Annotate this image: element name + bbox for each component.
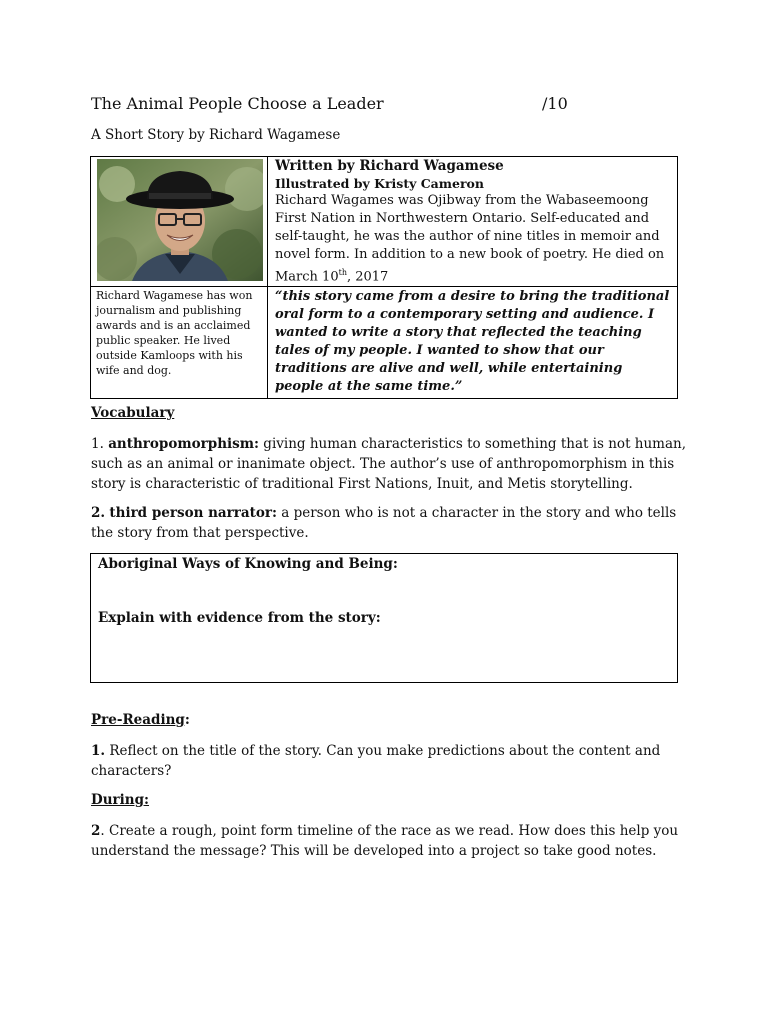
- author-bio: [275, 192, 670, 286]
- author-photo: [97, 159, 263, 281]
- vocab-term: anthropomorphism:: [108, 436, 260, 452]
- author-bio-year: , 2017: [346, 269, 389, 285]
- vocab-item: [91, 434, 691, 494]
- during-question: [91, 821, 691, 861]
- vocabulary-heading: Vocabulary: [91, 405, 175, 421]
- during-heading-row: [91, 792, 149, 808]
- author-photo-cell: [91, 157, 268, 287]
- question-text: . Create a rough, point form timeline of the race as we read. How does this help you understand the message? This will be developed into a project so take good notes.: [91, 823, 679, 859]
- author-bio-cell: [268, 157, 678, 287]
- pre-reading-heading-row: [91, 712, 190, 728]
- worksheet-title: The Animal People Choose a Leader: [91, 94, 384, 113]
- pre-reading-question: [91, 741, 691, 781]
- vocab-number: 2.: [91, 505, 106, 521]
- ways-of-knowing-box: [90, 553, 678, 683]
- question-number: 1.: [91, 743, 106, 759]
- author-quote: “this story came from a desire to bring the traditional oral form to a contemporary setting and audience. I wanted to write a story that reflected the teaching tales of my people. I wanted to show that our traditions are alive and well, while entertaining people at the same time.”: [268, 287, 678, 399]
- explain-evidence-label: Explain with evidence from the story:: [98, 610, 381, 626]
- author-photo-caption: Richard Wagamese has won journalism and publishing awards and is an acclaimed public speaker. He lived outside Kamloops with his wife and dog.: [91, 287, 268, 399]
- question-text: Reflect on the title of the story. Can you make predictions about the content and characters?: [91, 743, 661, 779]
- ways-of-knowing-label: Aboriginal Ways of Knowing and Being:: [98, 556, 398, 572]
- author-bio-text: Richard Wagames was Ojibway from the Wabaseemoong First Nation in Northwestern Ontario. Self-educated and self-taught, he was the author of nine titles in memoir and novel form. In addition to a new book of poetry. He died on March 10: [275, 193, 665, 285]
- worksheet-subtitle: A Short Story by Richard Wagamese: [91, 127, 341, 143]
- pre-reading-colon: :: [184, 712, 190, 728]
- pre-reading-heading: Pre-Reading: [91, 712, 185, 728]
- vocab-term: third person narrator:: [109, 505, 277, 521]
- during-heading: During: [91, 792, 145, 808]
- ordinal-suffix: th: [338, 268, 347, 277]
- illustrated-by: Illustrated by Kristy Cameron: [275, 176, 484, 191]
- question-number: 2: [91, 823, 101, 839]
- vocab-definition: giving human characteristics to something that is not human, such as an animal or inanimate object. The author’s use of anthropomorphism in this story is characteristic of traditional First Nations, Inuit, and Metis storytelling.: [91, 436, 687, 492]
- score-label: /10: [542, 94, 568, 113]
- vocab-number: 1.: [91, 436, 104, 452]
- author-info-table: [90, 156, 678, 399]
- during-colon: :: [144, 792, 150, 808]
- written-by: Written by Richard Wagamese: [275, 158, 504, 174]
- vocab-item: [91, 503, 691, 543]
- vocab-definition: a person who is not a character in the story and who tells the story from that perspective.: [91, 505, 677, 541]
